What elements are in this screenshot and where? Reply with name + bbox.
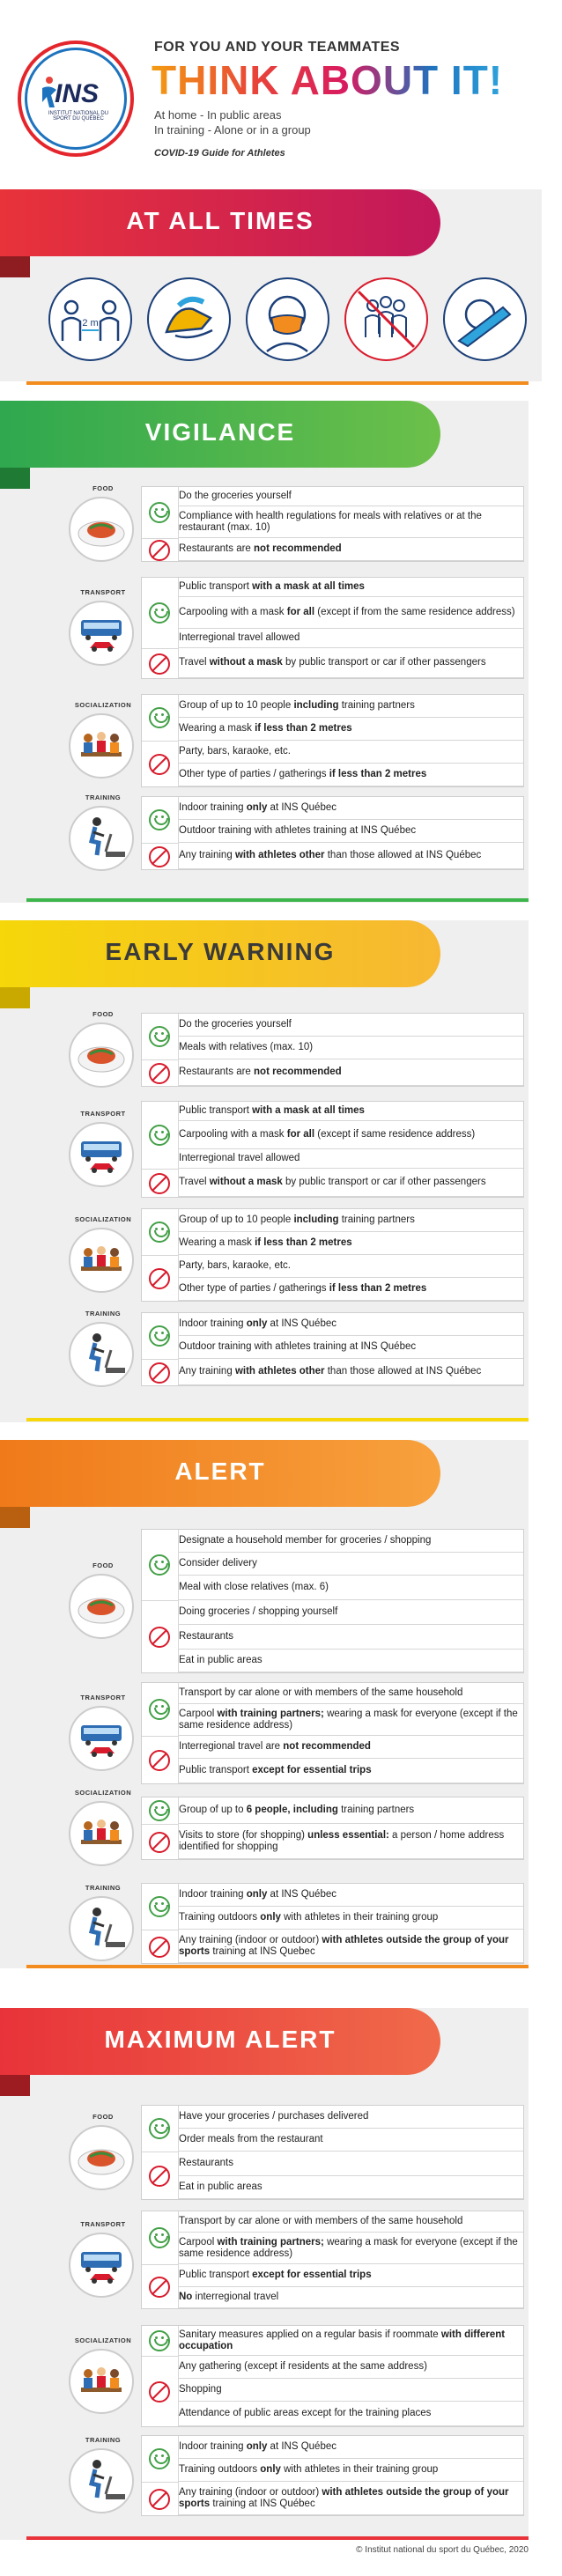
rule-text: Public transport except for essential trips bbox=[179, 2270, 372, 2280]
rule-text: Other type of parties / gatherings if less than 2 metres bbox=[179, 769, 427, 779]
prohibited-icon bbox=[149, 1063, 170, 1084]
smiley-check-icon bbox=[149, 2227, 170, 2248]
rule-text: Any training (indoor or outdoor) with athletes outside the group of your sports training at INS Quebec bbox=[179, 1934, 509, 1957]
prohibited-icon bbox=[149, 1173, 170, 1194]
rule-text: Interregional travel allowed bbox=[179, 632, 300, 643]
rule-text: Outdoor training with athletes training at INS Québec bbox=[179, 825, 417, 836]
not-allowed-cell bbox=[142, 538, 179, 561]
rule-item bbox=[179, 1930, 523, 1963]
category-label: TRAINING bbox=[85, 1310, 122, 1318]
allowed-cell bbox=[142, 487, 179, 538]
socialization-rules bbox=[141, 694, 524, 787]
section-divider bbox=[26, 898, 529, 902]
rule-item bbox=[179, 1884, 523, 1907]
category-label: FOOD bbox=[92, 1010, 114, 1018]
allowed-cell bbox=[142, 1014, 179, 1059]
prohibited-icon bbox=[149, 2489, 170, 2510]
food-icon bbox=[70, 498, 132, 560]
ins-logo bbox=[18, 41, 134, 157]
rule-item bbox=[179, 2356, 523, 2379]
socialization-category-badge bbox=[69, 1215, 134, 1293]
rule-item bbox=[179, 1278, 523, 1301]
section-title: AT ALL TIMES bbox=[126, 207, 314, 234]
rule-text: Group of up to 10 people including training partners bbox=[179, 1214, 415, 1225]
smiley-check-icon bbox=[149, 1699, 170, 1720]
rule-text: Other type of parties / gatherings if less than 2 metres bbox=[179, 1283, 427, 1294]
rule-text: Restaurants bbox=[179, 2158, 234, 2168]
smiley-check-icon bbox=[149, 1896, 170, 1917]
rule-text: Any training with athletes other than those allowed at INS Québec bbox=[179, 850, 482, 860]
transport-category-badge bbox=[69, 1110, 134, 1187]
rule-item bbox=[179, 1600, 523, 1625]
category-label: TRANSPORT bbox=[80, 1110, 126, 1118]
rule-text: Sanitary measures applied on a regular basis if roommate with different occupation bbox=[179, 2329, 506, 2351]
category-label: SOCIALIZATION bbox=[74, 701, 132, 709]
socialization-icon bbox=[70, 2351, 132, 2412]
not-allowed-cell bbox=[142, 648, 179, 678]
socialization-category-badge bbox=[69, 2336, 134, 2414]
smiley-check-icon bbox=[149, 1026, 170, 1047]
transport-icon bbox=[70, 602, 132, 664]
rule-item bbox=[179, 1650, 523, 1672]
training-category-badge bbox=[69, 793, 134, 871]
rule-item bbox=[179, 1553, 523, 1576]
rule-item bbox=[179, 1169, 523, 1197]
allowed-cell bbox=[142, 1884, 179, 1930]
rule-item bbox=[179, 1907, 523, 1930]
rule-text: Doing groceries / shopping yourself bbox=[179, 1606, 338, 1617]
rule-item bbox=[179, 2459, 523, 2482]
rule-item bbox=[179, 2211, 523, 2233]
rule-text: Group of up to 6 people, including training partners bbox=[179, 1805, 415, 1815]
category-label: TRAINING bbox=[85, 793, 122, 801]
category-label: TRANSPORT bbox=[80, 588, 126, 596]
rule-text: Wearing a mask if less than 2 metres bbox=[179, 723, 352, 734]
food-icon bbox=[70, 1576, 132, 1637]
socialization-category-badge bbox=[69, 701, 134, 779]
socialization-rules bbox=[141, 2325, 524, 2427]
rule-text: Meal with close relatives (max. 6) bbox=[179, 1582, 329, 1592]
rule-item bbox=[179, 843, 523, 869]
rule-item bbox=[179, 1824, 523, 1859]
rule-item bbox=[179, 1209, 523, 1232]
category-label: SOCIALIZATION bbox=[74, 1789, 132, 1797]
rule-text: Transport by car alone or with members of the same household bbox=[179, 1687, 463, 1698]
transport-category-badge bbox=[69, 1694, 134, 1771]
rule-text: Travel without a mask by public transport or car if other passengers bbox=[179, 1177, 486, 1187]
allowed-cell bbox=[142, 2436, 179, 2482]
rule-text: Have your groceries / purchases delivered bbox=[179, 2111, 369, 2122]
transport-rules bbox=[141, 577, 524, 679]
rule-item bbox=[179, 1704, 523, 1736]
not-allowed-cell bbox=[142, 843, 179, 869]
rule-item bbox=[179, 2482, 523, 2515]
rule-text: Carpool with training partners; wearing a mask for everyone (except if the same residence address) bbox=[179, 1708, 518, 1731]
transport-rules bbox=[141, 2211, 524, 2309]
food-category-badge bbox=[69, 2113, 134, 2190]
category-label: TRAINING bbox=[85, 1884, 122, 1892]
rule-item bbox=[179, 1359, 523, 1385]
rule-item bbox=[179, 2233, 523, 2264]
rule-text: Consider delivery bbox=[179, 1558, 257, 1568]
rule-text: Any gathering (except if residents at the same address) bbox=[179, 2361, 427, 2372]
prohibited-icon bbox=[149, 2277, 170, 2298]
prohibited-icon bbox=[149, 2381, 170, 2403]
allowed-cell bbox=[142, 2326, 179, 2356]
allowed-cell bbox=[142, 1683, 179, 1736]
food-category-badge bbox=[69, 1010, 134, 1088]
prohibited-icon bbox=[149, 1362, 170, 1384]
copyright-footer: © Institut national du sport du Québec, 2020 bbox=[356, 2545, 529, 2555]
header-headline: THINK ABOUT IT! bbox=[152, 57, 504, 103]
rule-item bbox=[179, 1014, 523, 1037]
smiley-check-icon bbox=[149, 809, 170, 830]
smiley-check-icon bbox=[149, 1800, 170, 1821]
rule-item bbox=[179, 695, 523, 718]
not-allowed-cell bbox=[142, 2264, 179, 2308]
rule-text: Public transport with a mask at all times bbox=[179, 1105, 365, 1116]
allowed-cell bbox=[142, 695, 179, 741]
rule-item bbox=[179, 1149, 523, 1169]
smiley-check-icon bbox=[149, 602, 170, 624]
transport-category-badge bbox=[69, 2220, 134, 2298]
training-icon bbox=[70, 1898, 132, 1960]
section-divider bbox=[26, 381, 529, 385]
rule-text: Eat in public areas bbox=[179, 2181, 263, 2192]
prohibited-icon bbox=[149, 653, 170, 675]
rule-item bbox=[179, 1797, 523, 1824]
socialization-rules bbox=[141, 1208, 524, 1302]
allowed-cell bbox=[142, 2106, 179, 2152]
rule-item bbox=[179, 2287, 523, 2308]
rule-text: Party, bars, karaoke, etc. bbox=[179, 1260, 291, 1271]
rule-text: Indoor training only at INS Québec bbox=[179, 1318, 336, 1329]
section-banner bbox=[0, 2008, 440, 2075]
rule-item bbox=[179, 2129, 523, 2152]
rule-item bbox=[179, 2106, 523, 2129]
rule-text: Restaurants bbox=[179, 1631, 234, 1642]
rule-item bbox=[179, 718, 523, 741]
no-gathering-icon bbox=[344, 277, 428, 361]
category-label: SOCIALIZATION bbox=[74, 1215, 132, 1223]
rule-item bbox=[179, 1037, 523, 1059]
training-rules bbox=[141, 2435, 524, 2516]
rule-text: Do the groceries yourself bbox=[179, 1019, 292, 1030]
rule-item bbox=[179, 1759, 523, 1783]
training-category-badge bbox=[69, 1310, 134, 1387]
prohibited-icon bbox=[149, 2166, 170, 2187]
food-category-badge bbox=[69, 1561, 134, 1639]
rule-item bbox=[179, 1683, 523, 1704]
prohibited-icon bbox=[149, 540, 170, 561]
smiley-check-icon bbox=[149, 1554, 170, 1576]
section-banner bbox=[0, 920, 440, 987]
not-allowed-cell bbox=[142, 1255, 179, 1301]
not-allowed-cell bbox=[142, 1169, 179, 1197]
not-allowed-cell bbox=[142, 1736, 179, 1783]
rule-item bbox=[179, 797, 523, 820]
rule-item bbox=[179, 2152, 523, 2176]
transport-icon bbox=[70, 1708, 132, 1769]
smiley-check-icon bbox=[149, 1325, 170, 1347]
rule-item bbox=[179, 2176, 523, 2199]
rule-item bbox=[179, 2402, 523, 2426]
training-rules bbox=[141, 1312, 524, 1386]
handwash-icon bbox=[147, 277, 231, 361]
section-title: EARLY WARNING bbox=[105, 938, 336, 965]
rule-item bbox=[179, 1736, 523, 1759]
transport-icon bbox=[70, 2234, 132, 2296]
rule-text: Party, bars, karaoke, etc. bbox=[179, 746, 291, 757]
smiley-check-icon bbox=[149, 2448, 170, 2469]
allowed-cell bbox=[142, 1313, 179, 1359]
food-rules bbox=[141, 1013, 524, 1087]
rule-text: Indoor training only at INS Québec bbox=[179, 2441, 336, 2452]
rule-item bbox=[179, 538, 523, 561]
rule-item bbox=[179, 487, 523, 506]
category-label: TRANSPORT bbox=[80, 2220, 126, 2228]
section-divider bbox=[26, 1965, 529, 1968]
allowed-cell bbox=[142, 1797, 179, 1824]
rule-item bbox=[179, 597, 523, 629]
prohibited-icon bbox=[149, 1937, 170, 1958]
smiley-check-icon bbox=[149, 707, 170, 728]
rule-text: Any training with athletes other than those allowed at INS Québec bbox=[179, 1366, 482, 1377]
prohibited-icon bbox=[149, 1750, 170, 1771]
not-allowed-cell bbox=[142, 1359, 179, 1385]
not-allowed-cell bbox=[142, 1930, 179, 1963]
section-title: VIGILANCE bbox=[144, 418, 296, 446]
not-allowed-cell bbox=[142, 2482, 179, 2515]
training-icon bbox=[70, 808, 132, 869]
allowed-cell bbox=[142, 578, 179, 648]
rule-text: Carpooling with a mask for all (except if from the same residence address) bbox=[179, 607, 515, 617]
rule-text: No interregional travel bbox=[179, 2292, 279, 2302]
rule-text: Restaurants are not recommended bbox=[179, 543, 342, 554]
food-category-badge bbox=[69, 484, 134, 562]
category-label: FOOD bbox=[92, 484, 114, 492]
allowed-cell bbox=[142, 797, 179, 843]
rule-item bbox=[179, 1576, 523, 1600]
training-icon bbox=[70, 2450, 132, 2512]
food-rules bbox=[141, 1529, 524, 1673]
allowed-cell bbox=[142, 1102, 179, 1169]
rule-item bbox=[179, 2264, 523, 2287]
socialization-icon bbox=[70, 1803, 132, 1864]
rule-text: Attendance of public areas except for the training places bbox=[179, 2408, 432, 2418]
prohibited-icon bbox=[149, 1832, 170, 1853]
prohibited-icon bbox=[149, 1268, 170, 1289]
rule-item bbox=[179, 1255, 523, 1278]
cough-elbow-icon bbox=[443, 277, 527, 361]
rule-item bbox=[179, 764, 523, 786]
rule-item bbox=[179, 629, 523, 648]
rule-text: Order meals from the restaurant bbox=[179, 2134, 323, 2144]
category-label: FOOD bbox=[92, 2113, 114, 2121]
rule-text: Outdoor training with athletes training at INS Québec bbox=[179, 1341, 417, 1352]
training-rules bbox=[141, 1883, 524, 1964]
rule-item bbox=[179, 1336, 523, 1359]
rule-text: Public transport except for essential trips bbox=[179, 1765, 372, 1775]
transport-category-badge bbox=[69, 588, 134, 666]
rule-text: Transport by car alone or with members of the same household bbox=[179, 2216, 463, 2226]
logo-text: INS bbox=[55, 79, 100, 108]
prohibited-icon bbox=[149, 1627, 170, 1648]
rule-item bbox=[179, 1313, 523, 1336]
socialization-icon bbox=[70, 1229, 132, 1291]
section-divider bbox=[26, 2536, 529, 2540]
prohibited-icon bbox=[149, 754, 170, 775]
allowed-cell bbox=[142, 2211, 179, 2264]
rule-text: Do the groceries yourself bbox=[179, 491, 292, 501]
training-category-badge bbox=[69, 2436, 134, 2513]
section-banner bbox=[0, 401, 440, 468]
distance-icon bbox=[48, 277, 132, 361]
smiley-check-icon bbox=[149, 1125, 170, 1146]
rule-text: Training outdoors only with athletes in their training group bbox=[179, 1912, 439, 1923]
transport-rules bbox=[141, 1101, 524, 1198]
prohibited-icon bbox=[149, 846, 170, 867]
training-icon bbox=[70, 1324, 132, 1385]
rule-text: Compliance with health regulations for meals with relatives or at the restaurant (max. 10) bbox=[179, 510, 482, 533]
category-label: FOOD bbox=[92, 1561, 114, 1569]
not-allowed-cell bbox=[142, 741, 179, 786]
food-rules bbox=[141, 2105, 524, 2200]
rule-text: Restaurants are not recommended bbox=[179, 1067, 342, 1077]
section-divider bbox=[26, 1418, 529, 1421]
rule-text: Designate a household member for groceries / shopping bbox=[179, 1535, 432, 1546]
rule-text: Any training (indoor or outdoor) with athletes outside the group of your sports training at INS Québec bbox=[179, 2486, 509, 2509]
category-label: TRANSPORT bbox=[80, 1694, 126, 1701]
not-allowed-cell bbox=[142, 2152, 179, 2199]
not-allowed-cell bbox=[142, 1600, 179, 1672]
transport-icon bbox=[70, 1124, 132, 1185]
transport-rules bbox=[141, 1682, 524, 1784]
socialization-category-badge bbox=[69, 1789, 134, 1866]
rule-text: Meals with relatives (max. 10) bbox=[179, 1042, 314, 1052]
smiley-check-icon bbox=[149, 2118, 170, 2139]
header-line-1: At home - In public areas bbox=[154, 108, 282, 122]
not-allowed-cell bbox=[142, 1824, 179, 1859]
rule-text: Training outdoors only with athletes in their training group bbox=[179, 2464, 439, 2475]
rule-item bbox=[179, 820, 523, 843]
training-rules bbox=[141, 796, 524, 870]
training-category-badge bbox=[69, 1884, 134, 1961]
precaution-icon-row bbox=[48, 277, 542, 361]
rule-item bbox=[179, 2379, 523, 2402]
rule-text: Wearing a mask if less than 2 metres bbox=[179, 1237, 352, 1248]
not-allowed-cell bbox=[142, 2356, 179, 2426]
rule-item bbox=[179, 578, 523, 597]
food-rules bbox=[141, 486, 524, 562]
category-label: TRAINING bbox=[85, 2436, 122, 2444]
rule-item bbox=[179, 2436, 523, 2459]
section-title: ALERT bbox=[174, 1458, 266, 1485]
rule-item bbox=[179, 1059, 523, 1086]
distance-label: 2 m bbox=[82, 318, 99, 328]
smiley-check-icon bbox=[149, 2330, 170, 2351]
header-line-2: In training - Alone or in a group bbox=[154, 123, 311, 137]
smiley-check-icon bbox=[149, 1222, 170, 1243]
rule-item bbox=[179, 1102, 523, 1121]
allowed-cell bbox=[142, 1530, 179, 1600]
mask-icon bbox=[246, 277, 329, 361]
rule-text: Shopping bbox=[179, 2384, 222, 2395]
logo-subtitle: INSTITUT NATIONAL DU SPORT DU QUÉBEC bbox=[48, 111, 109, 122]
socialization-rules bbox=[141, 1797, 524, 1860]
rule-item bbox=[179, 1625, 523, 1650]
rule-text: Carpool with training partners; wearing a mask for everyone (except if the same residence address) bbox=[179, 2236, 518, 2259]
rule-text: Travel without a mask by public transport or car if other passengers bbox=[179, 657, 486, 668]
section-title: MAXIMUM ALERT bbox=[104, 2026, 336, 2053]
rule-text: Interregional travel allowed bbox=[179, 1153, 300, 1163]
header-kicker: FOR YOU AND YOUR TEAMMATES bbox=[154, 40, 401, 55]
section-banner bbox=[0, 189, 440, 256]
food-icon bbox=[70, 2127, 132, 2188]
rule-text: Indoor training only at INS Québec bbox=[179, 802, 336, 813]
category-label: SOCIALIZATION bbox=[74, 2336, 132, 2344]
rule-text: Visits to store (for shopping) unless essential: a person / home address identified for shopping bbox=[179, 1829, 505, 1852]
rule-item bbox=[179, 2326, 523, 2356]
rule-text: Indoor training only at INS Québec bbox=[179, 1889, 336, 1900]
rule-text: Interregional travel are not recommended bbox=[179, 1741, 371, 1752]
section-at-all-times bbox=[0, 189, 562, 388]
rule-item bbox=[179, 741, 523, 764]
guide-caption: COVID-19 Guide for Athletes bbox=[154, 148, 285, 159]
rule-item bbox=[179, 506, 523, 538]
food-icon bbox=[70, 1024, 132, 1086]
socialization-icon bbox=[70, 715, 132, 777]
header bbox=[0, 0, 562, 181]
smiley-check-icon bbox=[149, 502, 170, 523]
not-allowed-cell bbox=[142, 1059, 179, 1086]
rule-item bbox=[179, 648, 523, 678]
rule-text: Eat in public areas bbox=[179, 1655, 263, 1665]
rule-item bbox=[179, 1121, 523, 1149]
rule-text: Group of up to 10 people including training partners bbox=[179, 700, 415, 711]
rule-item bbox=[179, 1232, 523, 1255]
rule-text: Carpooling with a mask for all (except if same residence address) bbox=[179, 1129, 476, 1140]
rule-item bbox=[179, 1530, 523, 1553]
rule-text: Public transport with a mask at all times bbox=[179, 581, 365, 592]
allowed-cell bbox=[142, 1209, 179, 1255]
section-banner bbox=[0, 1440, 440, 1507]
